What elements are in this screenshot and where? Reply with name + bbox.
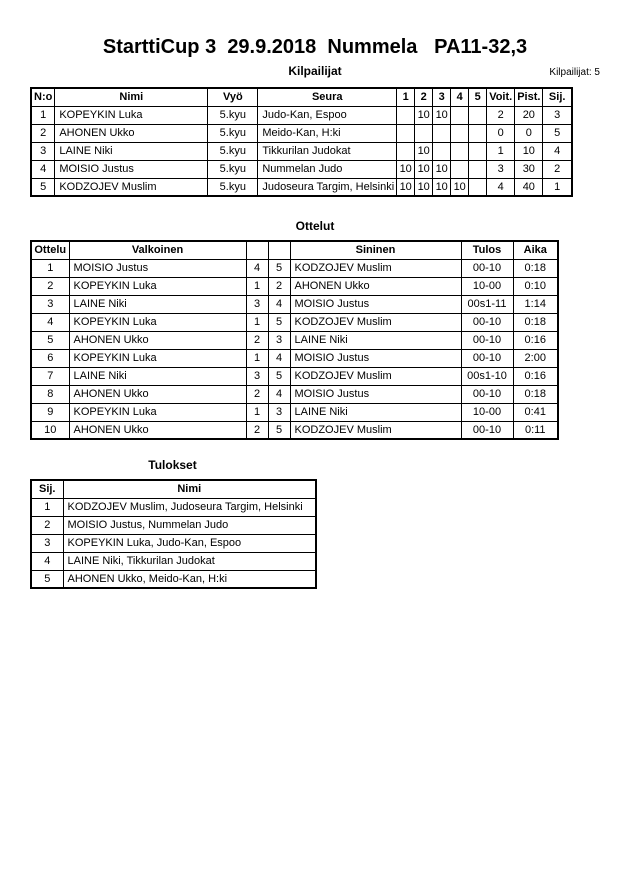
score-vs-4: [451, 142, 469, 160]
competitor-name: KOPEYKIN Luka: [55, 106, 208, 124]
competitor-belt: 5.kyu: [208, 142, 258, 160]
competitor-belt: 5.kyu: [208, 178, 258, 196]
blue-number: 4: [268, 385, 290, 403]
score-vs-4: [451, 160, 469, 178]
score-vs-4: [451, 106, 469, 124]
col-result-place: Sij.: [31, 480, 63, 498]
matches-table: [30, 240, 559, 440]
competitor-no: 1: [31, 106, 55, 124]
blue-name: LAINE Niki: [290, 331, 461, 349]
white-name: LAINE Niki: [69, 367, 246, 385]
score-vs-1: [397, 124, 415, 142]
blue-name: KODZOJEV Muslim: [290, 259, 461, 277]
col-club: Seura: [258, 88, 397, 106]
competitor-club: Tikkurilan Judokat: [258, 142, 397, 160]
score-vs-3: [433, 124, 451, 142]
result-row: [31, 570, 316, 588]
blue-name: MOISIO Justus: [290, 349, 461, 367]
score-vs-1: 10: [397, 160, 415, 178]
blue-number: 4: [268, 295, 290, 313]
score-vs-5: [469, 124, 487, 142]
match-row: [31, 421, 558, 439]
result-name: LAINE Niki, Tikkurilan Judokat: [63, 552, 316, 570]
col-round-5: 5: [469, 88, 487, 106]
blue-number: 5: [268, 259, 290, 277]
competitor-club: Judo-Kan, Espoo: [258, 106, 397, 124]
col-round-4: 4: [451, 88, 469, 106]
competitor-points: 30: [515, 160, 543, 178]
col-belt: Vyö: [208, 88, 258, 106]
white-name: KOPEYKIN Luka: [69, 403, 246, 421]
match-time: 2:00: [513, 349, 558, 367]
match-result: 00-10: [461, 421, 513, 439]
competitor-no: 4: [31, 160, 55, 178]
blue-name: KODZOJEV Muslim: [290, 421, 461, 439]
white-number: 1: [246, 349, 268, 367]
match-time: 0:16: [513, 367, 558, 385]
white-name: KOPEYKIN Luka: [69, 313, 246, 331]
col-points: Pist.: [515, 88, 543, 106]
result-name: AHONEN Ukko, Meido-Kan, H:ki: [63, 570, 316, 588]
col-white: Valkoinen: [69, 241, 246, 259]
competitor-place: 2: [543, 160, 572, 178]
match-no: 9: [31, 403, 69, 421]
score-vs-3: 10: [433, 178, 451, 196]
score-vs-2: 10: [415, 160, 433, 178]
white-number: 1: [246, 277, 268, 295]
match-row: [31, 367, 558, 385]
col-round-1: 1: [397, 88, 415, 106]
result-row: [31, 516, 316, 534]
white-number: 3: [246, 295, 268, 313]
competitor-name: MOISIO Justus: [55, 160, 208, 178]
results-table: [30, 479, 317, 589]
match-no: 8: [31, 385, 69, 403]
white-number: 1: [246, 403, 268, 421]
match-no: 2: [31, 277, 69, 295]
score-vs-2: 10: [415, 142, 433, 160]
competitor-place: 5: [543, 124, 572, 142]
match-row: [31, 385, 558, 403]
match-time: 0:18: [513, 259, 558, 277]
competitor-wins: 1: [487, 142, 515, 160]
results-header: [31, 480, 316, 498]
score-vs-2: 10: [415, 106, 433, 124]
match-no: 7: [31, 367, 69, 385]
match-no: 5: [31, 331, 69, 349]
blue-number: 3: [268, 331, 290, 349]
match-row: [31, 313, 558, 331]
score-vs-1: [397, 106, 415, 124]
competitors-count: Kilpailijat: 5: [549, 67, 600, 78]
white-name: MOISIO Justus: [69, 259, 246, 277]
result-name: KODZOJEV Muslim, Judoseura Targim, Helsinki: [63, 498, 316, 516]
white-number: 4: [246, 259, 268, 277]
score-vs-1: [397, 142, 415, 160]
competitors-heading: Kilpailijat: [288, 64, 342, 78]
competitor-row: [31, 160, 572, 178]
white-name: LAINE Niki: [69, 295, 246, 313]
competitor-row: [31, 142, 572, 160]
col-wins: Voit.: [487, 88, 515, 106]
competitor-wins: 4: [487, 178, 515, 196]
col-no: N:o: [31, 88, 55, 106]
white-name: KOPEYKIN Luka: [69, 277, 246, 295]
competitor-belt: 5.kyu: [208, 124, 258, 142]
match-no: 4: [31, 313, 69, 331]
match-row: [31, 403, 558, 421]
score-vs-5: [469, 142, 487, 160]
white-name: KOPEYKIN Luka: [69, 349, 246, 367]
match-result: 00-10: [461, 259, 513, 277]
competitor-club: Nummelan Judo: [258, 160, 397, 178]
match-row: [31, 277, 558, 295]
match-time: 1:14: [513, 295, 558, 313]
match-time: 0:11: [513, 421, 558, 439]
score-vs-2: 10: [415, 178, 433, 196]
competitors-table: [30, 87, 573, 197]
blue-number: 3: [268, 403, 290, 421]
matches-header: [31, 241, 558, 259]
competitor-points: 10: [515, 142, 543, 160]
match-row: [31, 295, 558, 313]
blue-number: 4: [268, 349, 290, 367]
result-name: MOISIO Justus, Nummelan Judo: [63, 516, 316, 534]
white-name: AHONEN Ukko: [69, 331, 246, 349]
match-time: 0:41: [513, 403, 558, 421]
blue-number: 5: [268, 367, 290, 385]
competitor-name: KODZOJEV Muslim: [55, 178, 208, 196]
competitor-name: LAINE Niki: [55, 142, 208, 160]
match-result: 00-10: [461, 313, 513, 331]
competitor-club: Meido-Kan, H:ki: [258, 124, 397, 142]
score-vs-4: [451, 124, 469, 142]
blue-number: 5: [268, 313, 290, 331]
competitor-belt: 5.kyu: [208, 160, 258, 178]
match-row: [31, 349, 558, 367]
match-row: [31, 259, 558, 277]
score-vs-5: [469, 106, 487, 124]
blue-name: MOISIO Justus: [290, 385, 461, 403]
competitor-name: AHONEN Ukko: [55, 124, 208, 142]
col-result: Tulos: [461, 241, 513, 259]
matches-heading: Ottelut: [295, 219, 335, 233]
white-name: AHONEN Ukko: [69, 421, 246, 439]
competitor-points: 40: [515, 178, 543, 196]
score-vs-2: [415, 124, 433, 142]
match-result: 10-00: [461, 403, 513, 421]
blue-name: KODZOJEV Muslim: [290, 367, 461, 385]
col-time: Aika: [513, 241, 558, 259]
match-time: 0:18: [513, 385, 558, 403]
match-result: 00-10: [461, 349, 513, 367]
competitor-row: [31, 124, 572, 142]
competitor-points: 20: [515, 106, 543, 124]
competitor-place: 4: [543, 142, 572, 160]
match-no: 6: [31, 349, 69, 367]
col-place: Sij.: [543, 88, 572, 106]
competitors-header: [31, 88, 572, 106]
white-number: 2: [246, 421, 268, 439]
competitor-no: 5: [31, 178, 55, 196]
result-place: 3: [31, 534, 63, 552]
match-time: 0:16: [513, 331, 558, 349]
score-vs-1: 10: [397, 178, 415, 196]
white-number: 3: [246, 367, 268, 385]
result-place: 2: [31, 516, 63, 534]
blue-name: MOISIO Justus: [290, 295, 461, 313]
result-place: 1: [31, 498, 63, 516]
competitor-points: 0: [515, 124, 543, 142]
col-blue-no: [268, 241, 290, 259]
match-row: [31, 331, 558, 349]
match-no: 10: [31, 421, 69, 439]
match-time: 0:10: [513, 277, 558, 295]
match-result: 00s1-11: [461, 295, 513, 313]
match-result: 00s1-10: [461, 367, 513, 385]
match-result: 10-00: [461, 277, 513, 295]
blue-name: LAINE Niki: [290, 403, 461, 421]
score-vs-4: 10: [451, 178, 469, 196]
score-vs-3: 10: [433, 160, 451, 178]
competitor-place: 3: [543, 106, 572, 124]
col-name: Nimi: [55, 88, 208, 106]
white-number: 2: [246, 331, 268, 349]
score-vs-5: [469, 178, 487, 196]
score-vs-5: [469, 160, 487, 178]
col-result-name: Nimi: [63, 480, 316, 498]
result-row: [31, 552, 316, 570]
competitor-no: 2: [31, 124, 55, 142]
competitor-place: 1: [543, 178, 572, 196]
competitor-row: [31, 178, 572, 196]
match-time: 0:18: [513, 313, 558, 331]
competitor-club: Judoseura Targim, Helsinki: [258, 178, 397, 196]
col-white-no: [246, 241, 268, 259]
match-result: 00-10: [461, 385, 513, 403]
competitor-wins: 3: [487, 160, 515, 178]
white-number: 1: [246, 313, 268, 331]
col-match: Ottelu: [31, 241, 69, 259]
match-no: 1: [31, 259, 69, 277]
competitor-wins: 2: [487, 106, 515, 124]
match-result: 00-10: [461, 331, 513, 349]
result-place: 4: [31, 552, 63, 570]
page-title: StarttiCup 3 29.9.2018 Nummela PA11-32,3: [102, 36, 528, 58]
col-round-3: 3: [433, 88, 451, 106]
col-blue: Sininen: [290, 241, 461, 259]
competitor-row: [31, 106, 572, 124]
result-row: [31, 534, 316, 552]
score-vs-3: [433, 142, 451, 160]
result-place: 5: [31, 570, 63, 588]
blue-number: 2: [268, 277, 290, 295]
competitors-header-row: [0, 64, 630, 80]
match-no: 3: [31, 295, 69, 313]
competitor-belt: 5.kyu: [208, 106, 258, 124]
col-round-2: 2: [415, 88, 433, 106]
white-number: 2: [246, 385, 268, 403]
blue-name: AHONEN Ukko: [290, 277, 461, 295]
score-vs-3: 10: [433, 106, 451, 124]
white-name: AHONEN Ukko: [69, 385, 246, 403]
results-heading: Tulokset: [148, 458, 197, 472]
blue-number: 5: [268, 421, 290, 439]
competitor-no: 3: [31, 142, 55, 160]
result-name: KOPEYKIN Luka, Judo-Kan, Espoo: [63, 534, 316, 552]
result-row: [31, 498, 316, 516]
blue-name: KODZOJEV Muslim: [290, 313, 461, 331]
competitor-wins: 0: [487, 124, 515, 142]
